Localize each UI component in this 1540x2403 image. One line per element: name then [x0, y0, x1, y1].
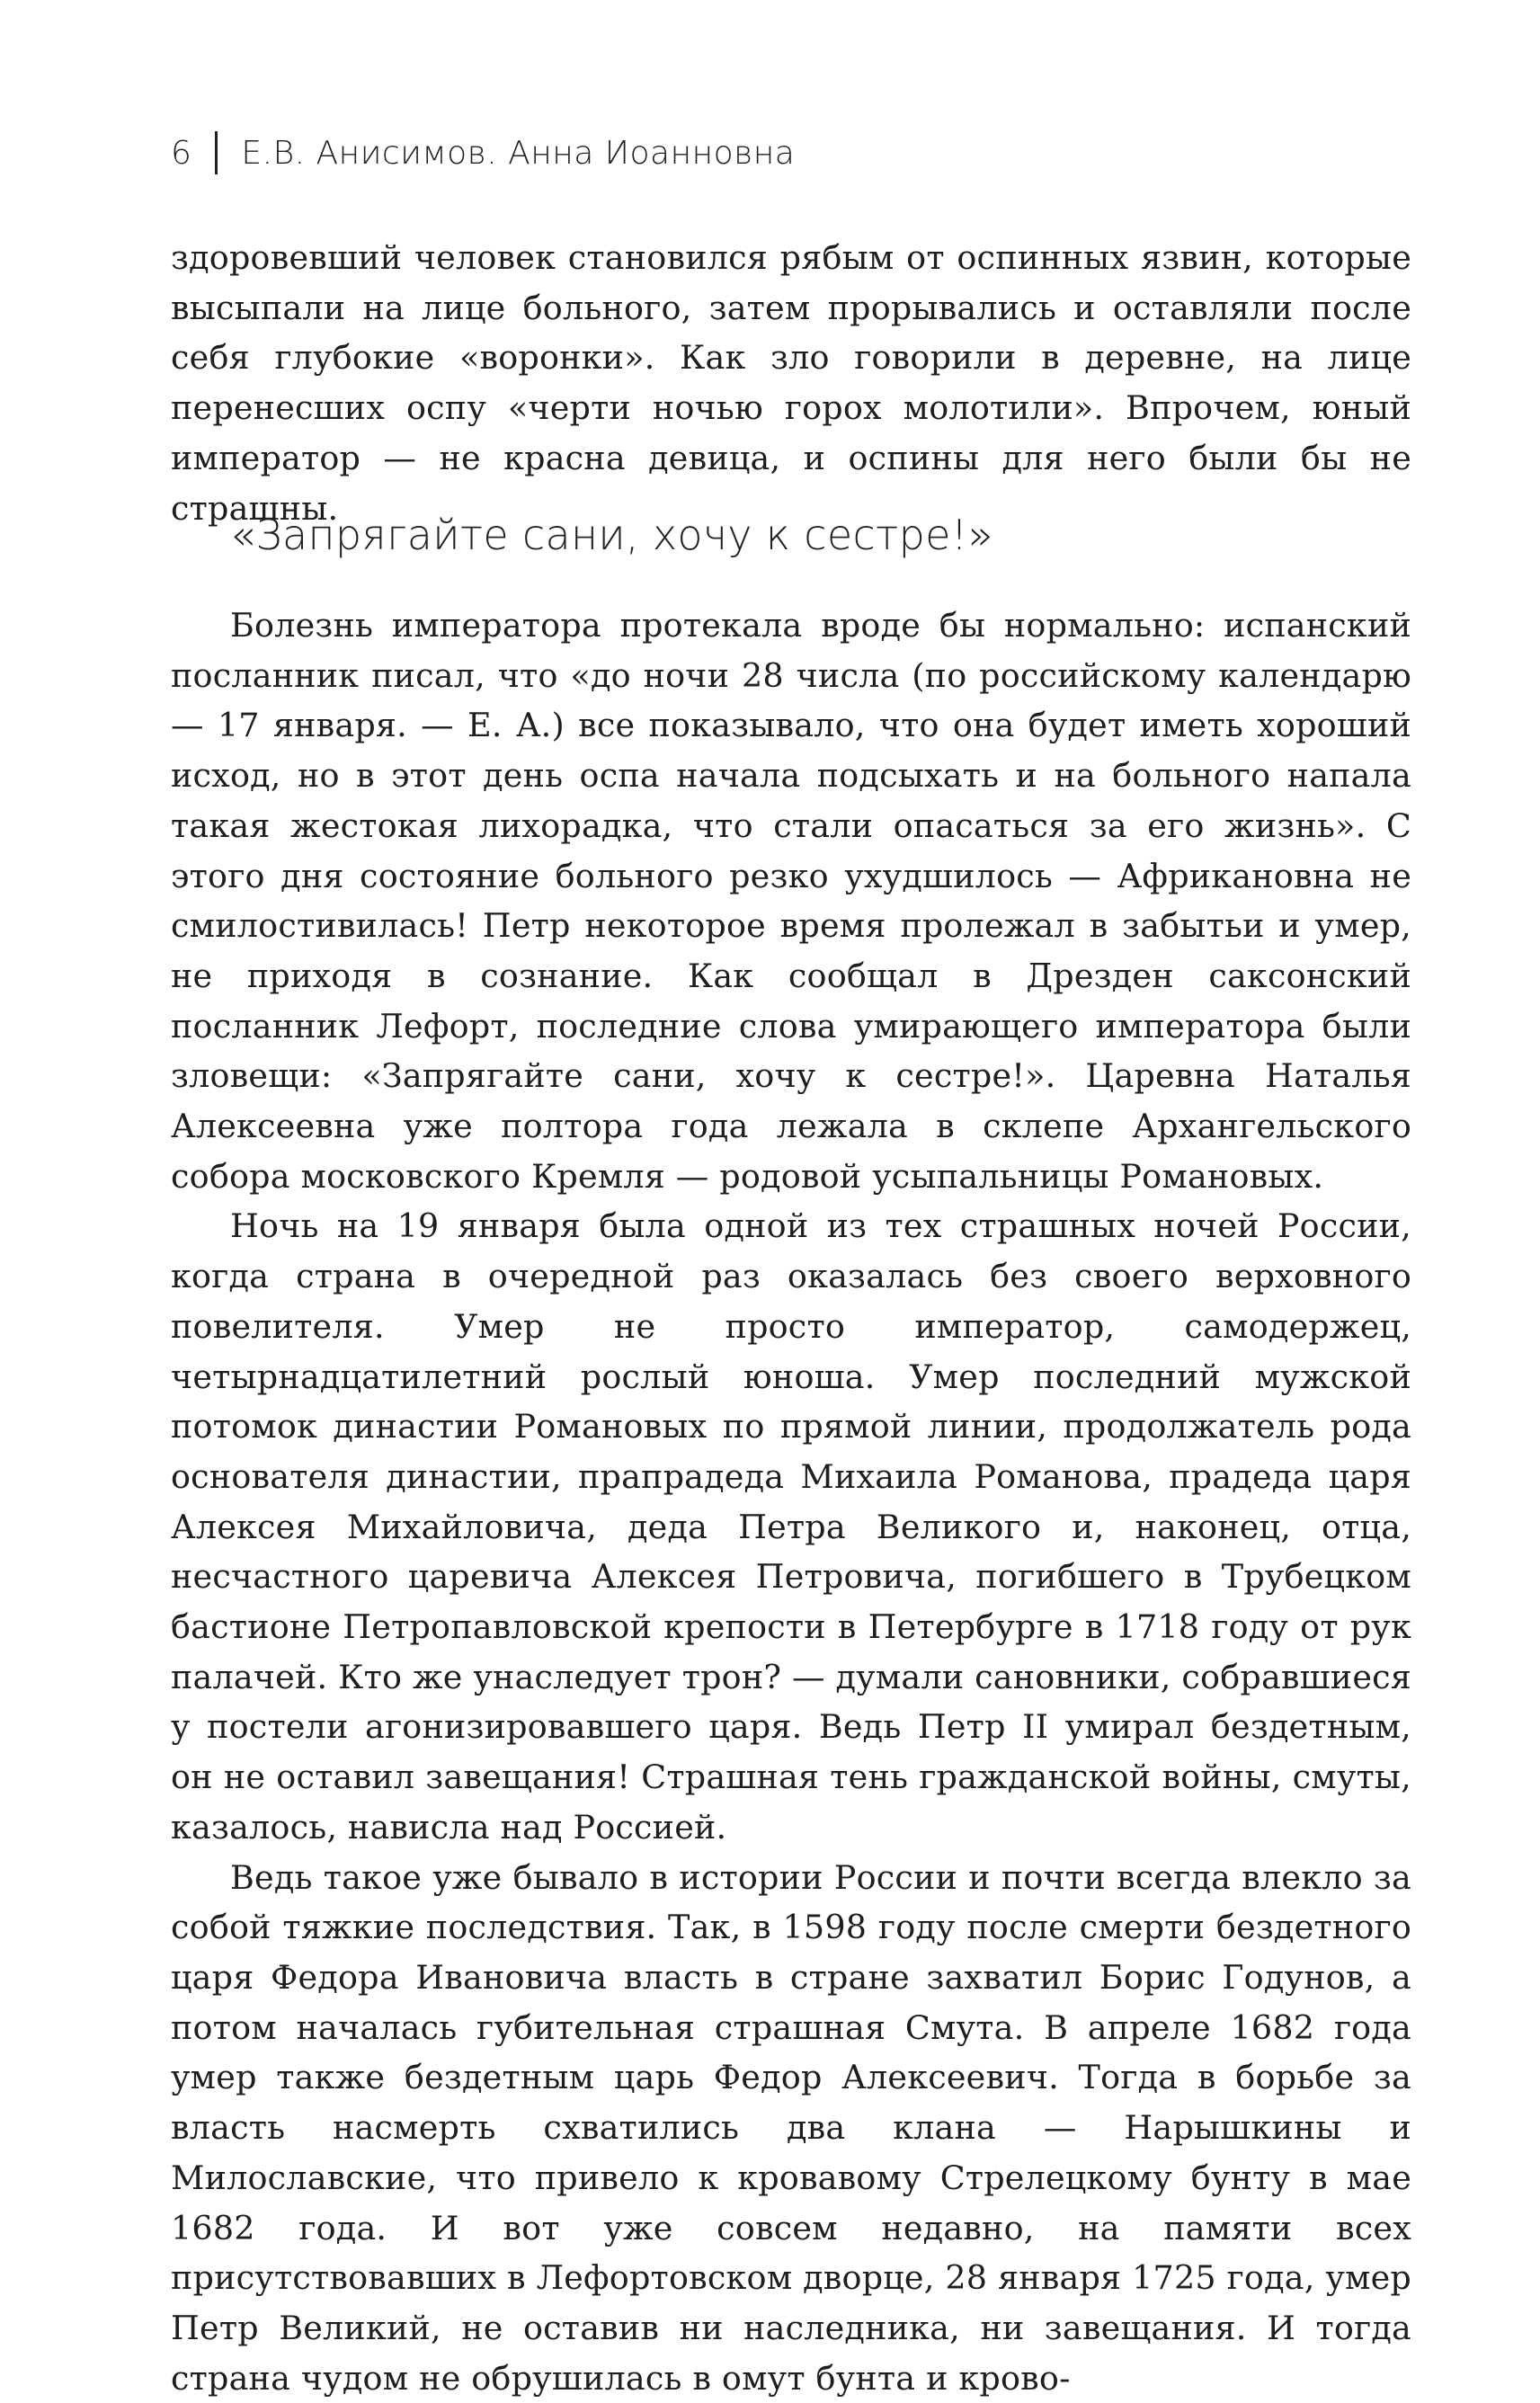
- section-body: [171, 601, 1411, 2403]
- page-number: 6: [171, 134, 192, 172]
- paragraph: Болезнь императора протекала вроде бы нормально: испанский посланник писал, что «до ночи 28 числа (по российскому календарю — 17 января. — Е. А.) все показывало, что она будет иметь хороший исход, но в этот день оспа начала подсыхать и на больного напала такая жестокая лихорадка, что стали опасаться за его жизнь». С этого дня состояние больного резко ухудшилось — Африкановна не смилостивилась! Петр некоторое время пролежал в забытьи и умер, не приходя в сознание. Как сообщал в Дрезден саксонский посланник Лефорт, последние слова умирающего императора были зловещи: «Запрягайте сани, хочу к сестре!». Царевна Наталья Алексеевна уже полтора года лежала в склепе Архангельского собора московского Кремля — родовой усыпальницы Романовых.: [171, 606, 1411, 1196]
- section-heading: «Запрягайте сани, хочу к сестре!»: [230, 511, 993, 559]
- header-separator: [215, 131, 218, 174]
- paragraph: здоровевший человек становился рябым от оспинных язвин, которые высыпали на лице больного, затем прорывались и оставляли после себя глубокие «воронки». Как зло говорили в деревне, на лице перенесших оспу «черти ночью горох молотили». Впрочем, юный император — не красна девица, и оспины для него были бы не страшны.: [171, 238, 1411, 528]
- running-header: [171, 126, 795, 180]
- continuation-text-block: [171, 233, 1411, 533]
- paragraph: Ночь на 19 января была одной из тех страшных ночей России, когда страна в очередной раз оказалась без своего верховного повелителя. Умер не просто император, самодержец, четырнадцатилетний рослый юноша. Умер последний мужской потомок династии Романовых по прямой линии, продолжатель рода основателя династии, прапрадеда Михаила Романова, прадеда царя Алексея Михайловича, деда Петра Великого и, наконец, отца, несчастного царевича Алексея Петровича, погибшего в Трубецком бастионе Петропавловской крепости в Петербурге в 1718 году от рук палачей. Кто же унаследует трон? — думали сановники, собравшиеся у постели агонизировавшего царя. Ведь Петр II умирал бездетным, он не оставил завещания! Страшная тень гражданской войны, смуты, казалось, нависла над Россией.: [171, 1206, 1411, 1847]
- running-title: Е.В. Анисимов. Анна Иоанновна: [241, 134, 796, 172]
- paragraph: Ведь такое уже бывало в истории России и почти всегда влекло за собой тяжкие последствия. Так, в 1598 году после смерти бездетного царя Федора Ивановича власть в стране захватил Борис Годунов, а потом началась губительная страшная Смута. В апреле 1682 года умер также бездетным царь Федор Алексеевич. Тогда в борьбе за власть насмерть схватились два клана — Нарышкины и Милославские, что привело к кровавому Стрелецкому бунту в мае 1682 года. И вот уже совсем недавно, на памяти всех присутствовавших в Лефортовском дворце, 28 января 1725 года, умер Петр Великий, не оставив ни наследника, ни завещания. И тогда страна чудом не обрушилась в омут бунта и крово-: [171, 1857, 1411, 2398]
